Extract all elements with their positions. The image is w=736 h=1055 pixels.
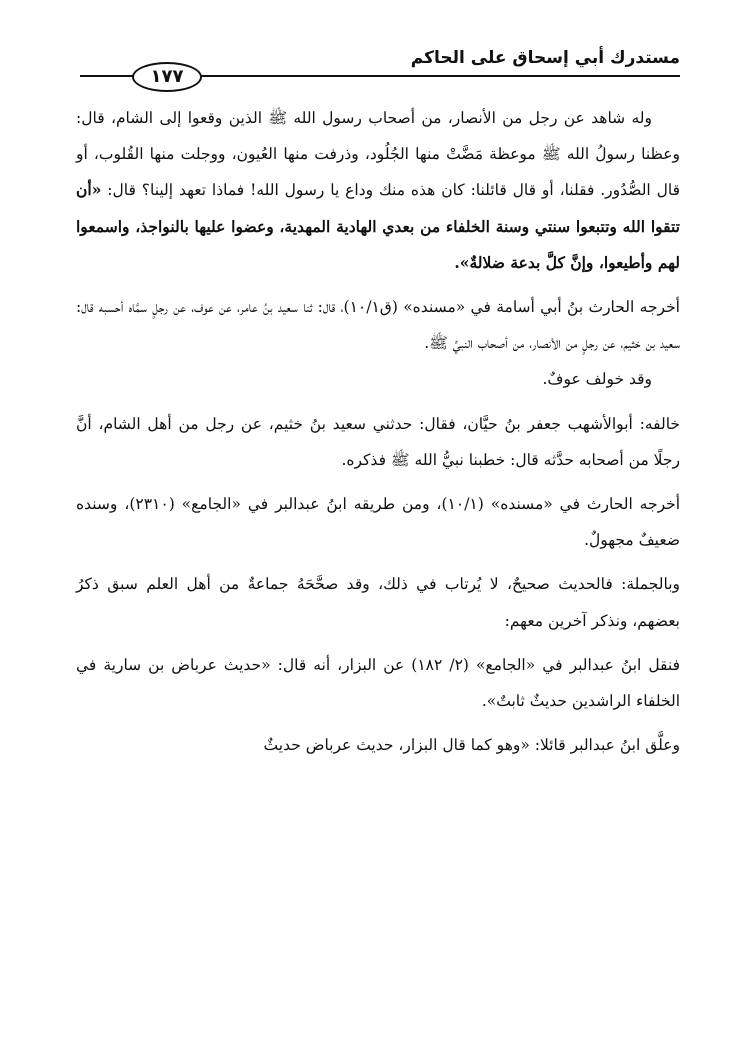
book-title: مستدرك أبي إسحاق على الحاكم [410, 48, 680, 68]
running-header [80, 44, 680, 87]
paragraph-lead: وله شاهد عن رجل من الأنصار، من أصحاب رسول الله ﷺ الذين وقعوا إلى الشام، قال: وعظنا رسولُ الله ﷺ موعظة مَضَّتْ منها الجُلُود، وذرفت منها العُيون، ووجلت منها القُلوب، أو قال الصُّدُور. فقلنا، أو قال قائلنا: كان هذه منك وداع يا رسول الله! فماذا تعهد إلينا؟ قال: [76, 109, 680, 200]
paragraph-bazzar-quote: فنقل ابنُ عبدالبر في «الجامع» (٢/ ١٨٢) عن البزار، أنه قال: «حديث عرباض بن سارية في الخلفاء الراشدين حديثٌ ثابتٌ». [76, 655, 680, 711]
paragraph-hadith-witness [76, 100, 680, 281]
hadith-quote: «أن تتقوا الله وتتبعوا سنتي وسنة الخلفاء من بعدي الهادية المهدية، وعضوا عليها بالنواجذ، واسمعوا لهم وأطيعوا، وإنَّ كلَّ بدعة ضلالةٌ». [76, 180, 680, 272]
paragraph-summary: وبالجملة: فالحديث صحيحٌ، لا يُرتاب في ذلك، وقد صحَّحَهُ جماعةٌ من أهل العلم سبق ذكرُ بعضهم، ونذكر آخرين معهم: [76, 575, 680, 630]
paragraph-contradicted: وقد خولف عوفٌ. [542, 370, 652, 389]
paragraph-takhrij-jami: أخرجه الحارث في «مسنده» (١٠/١)، ومن طريقه ابنُ عبدالبر في «الجامع» (٢٣١٠)، وسنده ضعيفٌ مجهولٌ. [76, 495, 681, 550]
paragraph-ibn-abdulbarr-comment: وعلَّق ابنُ عبدالبر قائلا: «وهو كما قال البزار، حديث عرباض حديثٌ [263, 736, 680, 755]
paragraph-takhrij-harith: أخرجه الحارث بنُ أبي أسامة في «مسنده» (ق١٠/١)، قال: ثنا سعيد بنُ عامر، عن عوف، عن رجلٍ سمَّاه أحسبه قال: سعيد بن خثيم، عن رجلٍ من الأنصار، من أصحاب النبيِّ ﷺ. [76, 298, 680, 353]
body-text [76, 100, 680, 763]
page-number: ١٧٧ [132, 62, 202, 92]
paragraph-contradicted-by: خالفه: أبوالأشهب جعفر بنُ حيَّان، فقال: حدثني سعيد بنُ خثيم، عن رجل من أهل الشام، أنَّ رجلًا من أصحابه حدَّثه قال: خطبنا نبيُّ الله ﷺ فذكره. [76, 414, 680, 469]
